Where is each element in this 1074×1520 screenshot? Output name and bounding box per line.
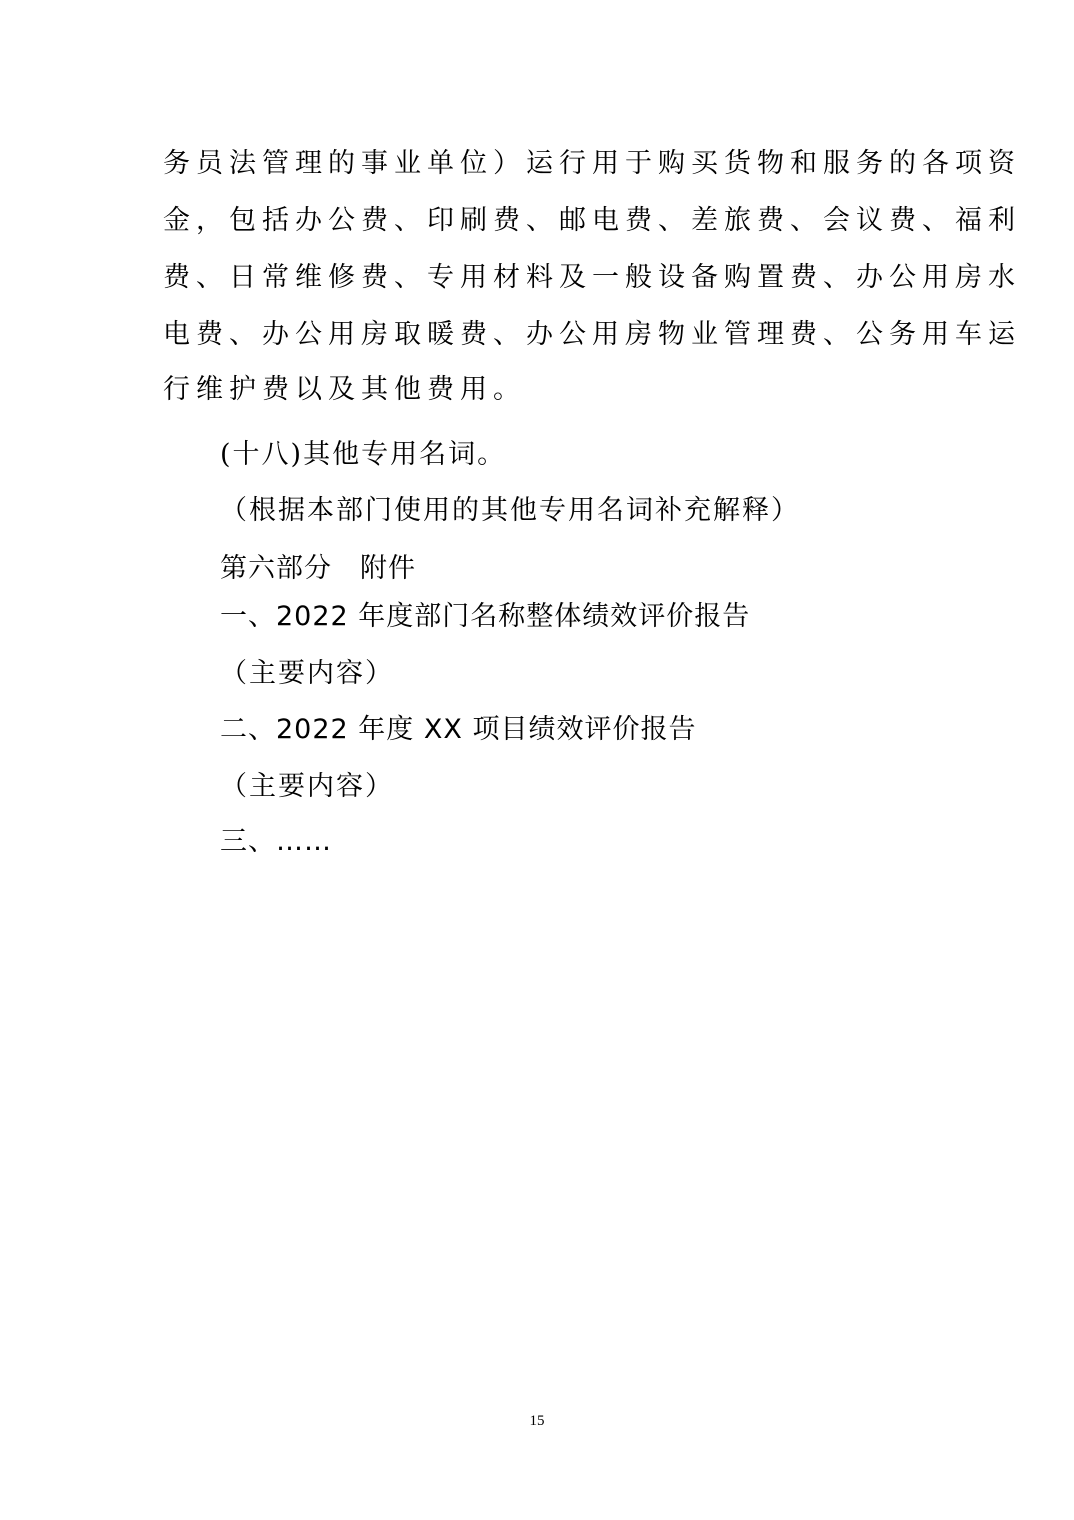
item-18-title: (十八)其他专用名词。 xyxy=(220,439,507,470)
attachment-2-note: （主要内容） xyxy=(220,771,394,802)
attachment-1-title: 一、2022 年度部门名称整体绩效评价报告 xyxy=(220,601,751,632)
page-number: 15 xyxy=(529,1413,545,1429)
part6-title: 第六部分 附件 xyxy=(220,553,416,584)
paragraph-line-2: 金，包括办公费、印刷费、邮电费、差旅费、会议费、福利 xyxy=(163,205,1021,236)
attachment-1-note: （主要内容） xyxy=(220,658,394,689)
item-18-note: （根据本部门使用的其他专用名词补充解释） xyxy=(220,495,800,526)
paragraph-line-3: 费、日常维修费、专用材料及一般设备购置费、办公用房水 xyxy=(163,262,1021,293)
attachment-2-title: 二、2022 年度 XX 项目绩效评价报告 xyxy=(220,714,697,745)
attachment-3-title: 三、…… xyxy=(220,826,332,857)
paragraph-line-1: 务员法管理的事业单位）运行用于购买货物和服务的各项资 xyxy=(163,148,1021,179)
paragraph-line-4: 电费、办公用房取暖费、办公用房物业管理费、公务用车运 xyxy=(163,319,1021,350)
paragraph-line-5: 行维护费以及其他费用。 xyxy=(163,374,526,405)
